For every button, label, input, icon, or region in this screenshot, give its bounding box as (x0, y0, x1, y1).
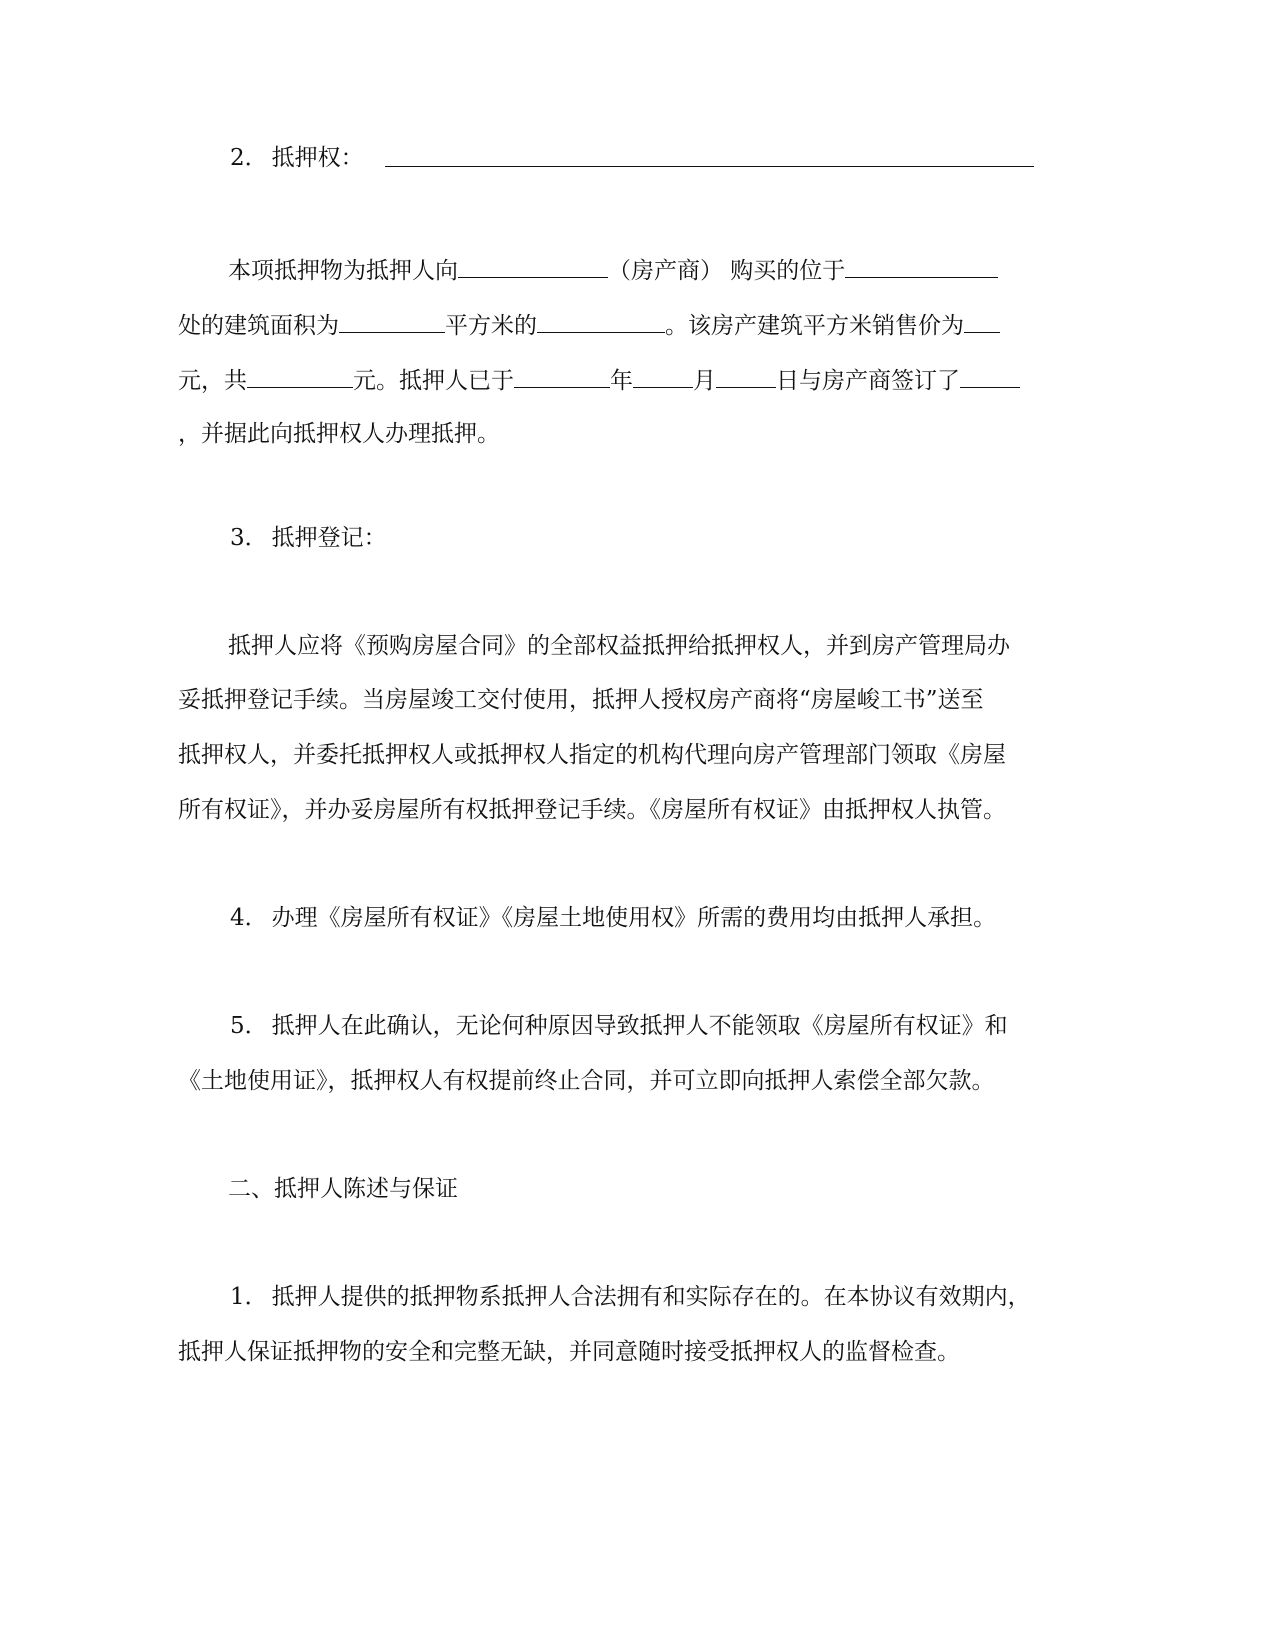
paragraph-line: 抵押人应将《预购房屋合同》的全部权益抵押给抵押权人，并到房产管理局办 (228, 633, 1010, 659)
fill-blank[interactable] (716, 360, 776, 388)
clause-number: 3． (230, 525, 268, 551)
paragraph-line: 抵押人保证抵押物的安全和完整无缺，并同意随时接受抵押权人的监督检查。 (178, 1339, 960, 1365)
text-run: 处的建筑面积为 (178, 313, 339, 339)
text-run: （房产商） 购买的位于 (608, 258, 846, 284)
fill-blank[interactable] (633, 360, 693, 388)
clause-number: 5． (230, 1013, 268, 1039)
clause-label: 抵押登记： (271, 525, 387, 551)
fill-blank[interactable] (537, 305, 665, 333)
text-run: 本项抵押物为抵押人向 (228, 258, 458, 284)
fill-blank[interactable] (514, 360, 610, 388)
clause-text: 抵押人提供的抵押物系抵押人合法拥有和实际存在的。在本协议有效期内， (271, 1284, 1031, 1310)
text-run: 年 (610, 368, 633, 394)
fill-blank[interactable] (964, 305, 1000, 333)
clause-text: 抵押人在此确认，无论何种原因导致抵押人不能领取《房屋所有权证》和 (271, 1013, 1008, 1039)
text-run: 日与房产商签订了 (776, 368, 960, 394)
paragraph-line (178, 360, 1020, 400)
clause-5-line (230, 1006, 1008, 1046)
clause-number: 2． (230, 145, 268, 171)
clause-label: 抵押权： (271, 145, 364, 171)
text-run: 。该房产建筑平方米销售价为 (665, 313, 964, 339)
fill-blank[interactable] (845, 250, 998, 278)
text-run: 月 (693, 368, 716, 394)
clause-number: 1． (230, 1284, 268, 1310)
paragraph-line: 所有权证》，并办妥房屋所有权抵押登记手续。《房屋所有权证》由抵押权人执管。 (178, 797, 1006, 823)
text-run: 元。抵押人已于 (353, 368, 514, 394)
fill-blank[interactable] (247, 360, 353, 388)
clause-text: 办理《房屋所有权证》《房屋土地使用权》所需的费用均由抵押人承担。 (271, 905, 997, 931)
fill-blank[interactable] (458, 250, 608, 278)
text-run: ，并据此向抵押权人办理抵押。 (178, 421, 500, 447)
paragraph-line (178, 414, 500, 454)
paragraph-line: 抵押权人，并委托抵押权人或抵押权人指定的机构代理向房产管理部门领取《房屋 (178, 742, 1006, 768)
paragraph-line (178, 305, 1000, 345)
clause-4 (230, 898, 996, 938)
clause-1-line (230, 1277, 1031, 1317)
clause-2-heading (230, 138, 364, 178)
clause-3-heading (230, 518, 387, 558)
text-run: 元，共 (178, 368, 247, 394)
fill-blank[interactable] (339, 305, 445, 333)
paragraph-line: 《土地使用证》，抵押权人有权提前终止合同，并可立即向抵押人索偿全部欠款。 (178, 1068, 995, 1094)
fill-blank[interactable] (960, 360, 1020, 388)
clause-number: 4． (230, 905, 268, 931)
paragraph-line (228, 250, 998, 290)
paragraph-line: 妥抵押登记手续。当房屋竣工交付使用，抵押人授权房产商将“房屋峻工书”送至 (178, 687, 984, 713)
text-run: 平方米的 (445, 313, 537, 339)
fill-blank[interactable] (385, 166, 1034, 167)
section-heading: 二、抵押人陈述与保证 (228, 1176, 458, 1202)
